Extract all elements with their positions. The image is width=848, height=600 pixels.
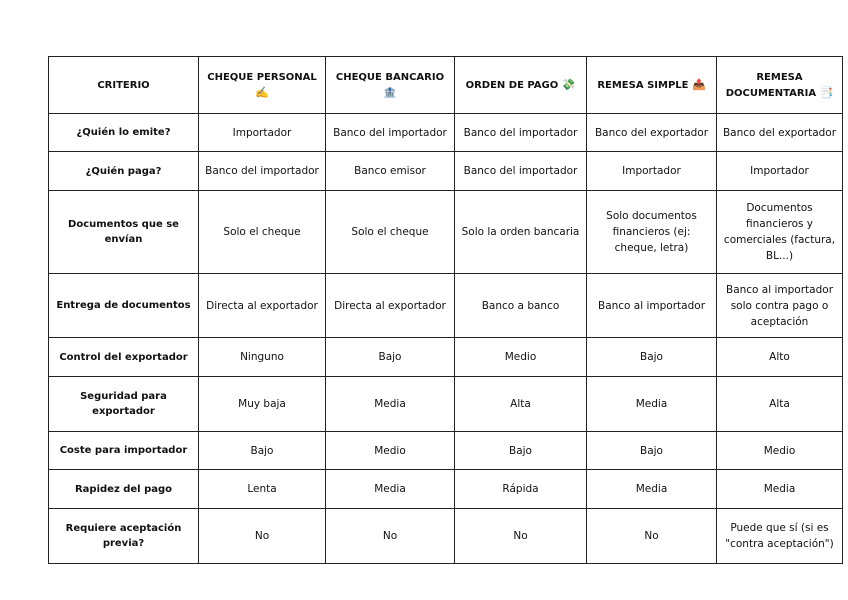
table-cell: Puede que sí (si es "contra aceptación") [717, 509, 843, 564]
table-cell: Bajo [326, 338, 455, 377]
table-row [49, 152, 843, 191]
table-cell: Ninguno [199, 338, 326, 377]
table-cell: Media [717, 470, 843, 509]
row-criterio-label: Control del exportador [49, 338, 199, 377]
table-cell: Banco a banco [455, 274, 587, 338]
header-cheque-personal: CHEQUE PERSONAL ✍️ [199, 57, 326, 114]
table-cell: Media [587, 377, 717, 432]
table-cell: Solo documentos financieros (ej: cheque, letra) [587, 191, 717, 274]
table-cell: Importador [199, 114, 326, 152]
table-cell: Medio [326, 432, 455, 470]
bank-icon: 🏦 [383, 85, 397, 99]
money-wings-icon: 💸 [561, 78, 576, 91]
table-cell: Banco del importador [199, 152, 326, 191]
table-row [49, 114, 843, 152]
header-orden-de-pago: ORDEN DE PAGO 💸 [455, 57, 587, 114]
table-cell: Importador [587, 152, 717, 191]
row-criterio-label: Rapidez del pago [49, 470, 199, 509]
row-criterio-label: Documentos que se envían [49, 191, 199, 274]
row-criterio-label: Seguridad para exportador [49, 377, 199, 432]
comparison-table [48, 56, 843, 564]
table-cell: Directa al exportador [326, 274, 455, 338]
table-cell: No [587, 509, 717, 564]
table-cell: Banco del importador [326, 114, 455, 152]
table-row [49, 274, 843, 338]
table-cell: Bajo [587, 432, 717, 470]
table-cell: Muy baja [199, 377, 326, 432]
header-cheque-bancario: CHEQUE BANCARIO 🏦 [326, 57, 455, 114]
table-cell: Alto [717, 338, 843, 377]
bookmark-tabs-icon: 📑 [819, 85, 834, 99]
table-row [49, 432, 843, 470]
table-cell: Importador [717, 152, 843, 191]
table-cell: Medio [455, 338, 587, 377]
table-cell: Medio [717, 432, 843, 470]
table-cell: Documentos financieros y comerciales (factura, BL...) [717, 191, 843, 274]
table-cell: Rápida [455, 470, 587, 509]
table-cell: No [199, 509, 326, 564]
table-cell: Banco al importador [587, 274, 717, 338]
table-cell: Banco al importador solo contra pago o aceptación [717, 274, 843, 338]
table-cell: Solo la orden bancaria [455, 191, 587, 274]
header-remesa-documentaria: REMESA DOCUMENTARIA 📑 [717, 57, 843, 114]
table-row [49, 338, 843, 377]
table-cell: Banco emisor [326, 152, 455, 191]
row-criterio-label: ¿Quién lo emite? [49, 114, 199, 152]
table-row [49, 509, 843, 564]
header-remesa-simple: REMESA SIMPLE 📤 [587, 57, 717, 114]
table-cell: Banco del importador [455, 152, 587, 191]
table-row [49, 191, 843, 274]
row-criterio-label: Coste para importador [49, 432, 199, 470]
row-criterio-label: Entrega de documentos [49, 274, 199, 338]
table-cell: Media [326, 377, 455, 432]
table-cell: Alta [717, 377, 843, 432]
table-row [49, 377, 843, 432]
header-criterio: CRITERIO [49, 57, 199, 114]
table-cell: Solo el cheque [326, 191, 455, 274]
writing-hand-icon: ✍️ [255, 85, 269, 99]
table-cell: Solo el cheque [199, 191, 326, 274]
table-cell: Bajo [455, 432, 587, 470]
table-cell: No [326, 509, 455, 564]
table-cell: Banco del exportador [587, 114, 717, 152]
table-cell: Directa al exportador [199, 274, 326, 338]
table-cell: Media [587, 470, 717, 509]
table-cell: No [455, 509, 587, 564]
outbox-tray-icon: 📤 [691, 78, 706, 91]
row-criterio-label: Requiere aceptación previa? [49, 509, 199, 564]
table-cell: Lenta [199, 470, 326, 509]
table-row [49, 470, 843, 509]
table-cell: Banco del importador [455, 114, 587, 152]
table-cell: Bajo [587, 338, 717, 377]
table-cell: Media [326, 470, 455, 509]
table-cell: Banco del exportador [717, 114, 843, 152]
table-cell: Alta [455, 377, 587, 432]
table-cell: Bajo [199, 432, 326, 470]
table-header-row [49, 57, 843, 114]
row-criterio-label: ¿Quién paga? [49, 152, 199, 191]
